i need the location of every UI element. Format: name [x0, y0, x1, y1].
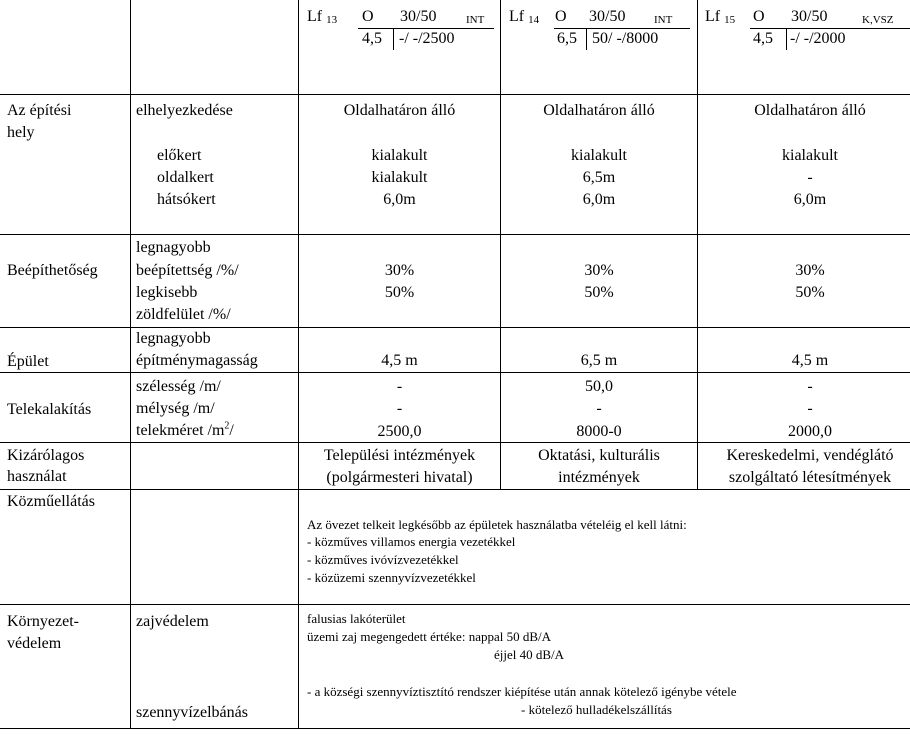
zone-code: Lf 14 [509, 8, 540, 26]
cell-plot-size: 2500,0 [377, 423, 422, 440]
cell-front-yard: kialakult [571, 147, 627, 164]
cell-use-line1: Kereskedelmi, vendéglátó [726, 447, 894, 464]
utilities-item: - közüzemi szennyvízvezetékkel [307, 570, 476, 585]
cell-side-yard: 6,5m [582, 169, 616, 186]
zone-height: 4,5 [362, 30, 382, 47]
param-sewage: szennyvízelbánás [136, 704, 248, 721]
cell-max-coverage: 30% [795, 262, 825, 279]
cell-min-green: 50% [584, 284, 614, 301]
cell-max-coverage: 30% [584, 262, 614, 279]
grid-line [0, 442, 910, 443]
row-label-env-1: Környezet- [7, 613, 79, 630]
param-min-green-2: zöldfelület /%/ [136, 306, 231, 323]
env-line: üzemi zaj megengedett értéke: nappal 50 dB/A [307, 629, 552, 644]
param-min-green-1: legkisebb [136, 284, 198, 301]
cell-depth: - [396, 400, 403, 417]
utilities-item: - közműves ivóvízvezetékkel [307, 552, 459, 567]
zone-type: K,VSZ [862, 14, 894, 26]
param-front-yard: előkert [157, 147, 202, 164]
param-side-yard: oldalkert [157, 169, 214, 186]
grid-line [0, 372, 910, 373]
fraction-divider [586, 28, 587, 50]
param-depth: mélység /m/ [136, 400, 215, 417]
grid-line [0, 489, 910, 490]
zone-ratio: 30/50 [791, 8, 828, 25]
zone-type: INT [654, 14, 673, 26]
utilities-intro: Az övezet telkeit legkésőbb az épületek használatba vételéig el kell látni: [307, 517, 687, 532]
cell-max-coverage: 30% [384, 262, 415, 279]
param-noise: zajvédelem [136, 613, 209, 630]
zone-code: Lf 15 [705, 8, 736, 26]
cell-use-line1: Települési intézmények [323, 447, 476, 464]
param-height-1: legnagyobb [136, 330, 211, 347]
cell-building-height: 6,5 m [580, 352, 618, 369]
cell-plot-size: 2000,0 [788, 423, 832, 440]
cell-depth: - [596, 400, 602, 417]
cell-building-height: 4,5 m [381, 352, 418, 369]
fraction-divider [786, 28, 787, 50]
env-line: - a községi szennyvíztisztító rendszer kiépítése után annak kötelező igénybe vétele [307, 684, 737, 699]
zone-o: O [362, 8, 374, 25]
grid-line [0, 94, 910, 95]
param-height-2: építménymagasság [136, 352, 258, 369]
param-width: szélesség /m/ [136, 378, 221, 395]
row-label-building: Épület [7, 353, 49, 370]
cell-use-line2: szolgáltató létesítmények [728, 469, 892, 486]
param-rear-yard: hátsókert [157, 191, 216, 208]
grid-line [0, 327, 910, 328]
cell-building-height: 4,5 m [791, 352, 829, 369]
zone-type: INT [466, 14, 485, 26]
zone-o: O [753, 8, 765, 25]
cell-depth: - [807, 400, 813, 417]
env-line: - kötelező hulladékelszállítás [521, 702, 672, 717]
cell-front-yard: kialakult [371, 147, 428, 164]
zone-height: 4,5 [753, 30, 773, 47]
grid-line [130, 0, 131, 729]
cell-side-yard: kialakult [371, 169, 428, 186]
grid-line [0, 728, 910, 729]
cell-use-line2: (polgármesteri hivatal) [326, 469, 473, 486]
zone-o: O [555, 8, 567, 25]
row-label-use-1: Kizárólagos [7, 447, 85, 464]
zone-ratio: 30/50 [400, 8, 437, 25]
cell-placement: Oldalhatáron álló [543, 102, 655, 119]
cell-rear-yard: 6,0m [793, 191, 827, 208]
grid-line [0, 604, 910, 605]
cell-use-line2: intézmények [558, 469, 640, 486]
cell-use-line1: Oktatási, kulturális [538, 447, 660, 464]
cell-placement: Oldalhatáron álló [343, 102, 456, 119]
utilities-item: - közműves villamos energia vezetékkel [307, 534, 516, 549]
cell-rear-yard: 6,0m [582, 191, 616, 208]
fraction-divider [393, 28, 394, 50]
cell-width: - [807, 378, 813, 395]
zone-area: 50/ -/8000 [592, 30, 659, 47]
cell-placement: Oldalhatáron álló [754, 102, 866, 119]
row-label-site-2: hely [7, 124, 35, 141]
zone-code: Lf 13 [307, 8, 338, 26]
param-placement: elhelyezkedése [136, 102, 233, 119]
cell-side-yard: - [807, 169, 813, 186]
cell-width: 50,0 [585, 378, 613, 395]
param-max-coverage-2: beépítettség /%/ [136, 262, 239, 279]
cell-rear-yard: 6,0m [383, 191, 416, 208]
cell-plot-size: 8000-0 [576, 423, 622, 440]
env-line: éjjel 40 dB/A [494, 647, 565, 662]
row-label-utilities: Közműellátás [7, 493, 95, 510]
env-line: falusias lakóterület [307, 611, 406, 626]
cell-front-yard: kialakult [782, 147, 838, 164]
cell-width: - [396, 378, 403, 395]
cell-min-green: 50% [384, 284, 415, 301]
param-max-coverage-1: legnagyobb [136, 239, 211, 256]
zone-area: -/ -/2000 [790, 30, 846, 47]
row-label-site-1: Az építési [7, 102, 72, 119]
zone-area: -/ -/2500 [399, 30, 455, 47]
row-label-buildability: Beépíthetőség [7, 262, 98, 279]
cell-min-green: 50% [795, 284, 825, 301]
row-label-env-2: védelem [7, 635, 62, 652]
zone-ratio: 30/50 [589, 8, 626, 25]
grid-line [0, 234, 910, 235]
zone-height: 6,5 [557, 30, 577, 47]
param-plot-size: telekméret $/m^2/$ [136, 420, 234, 439]
row-label-use-2: használat [7, 468, 67, 485]
row-label-plot: Telekalakítás [7, 401, 92, 418]
